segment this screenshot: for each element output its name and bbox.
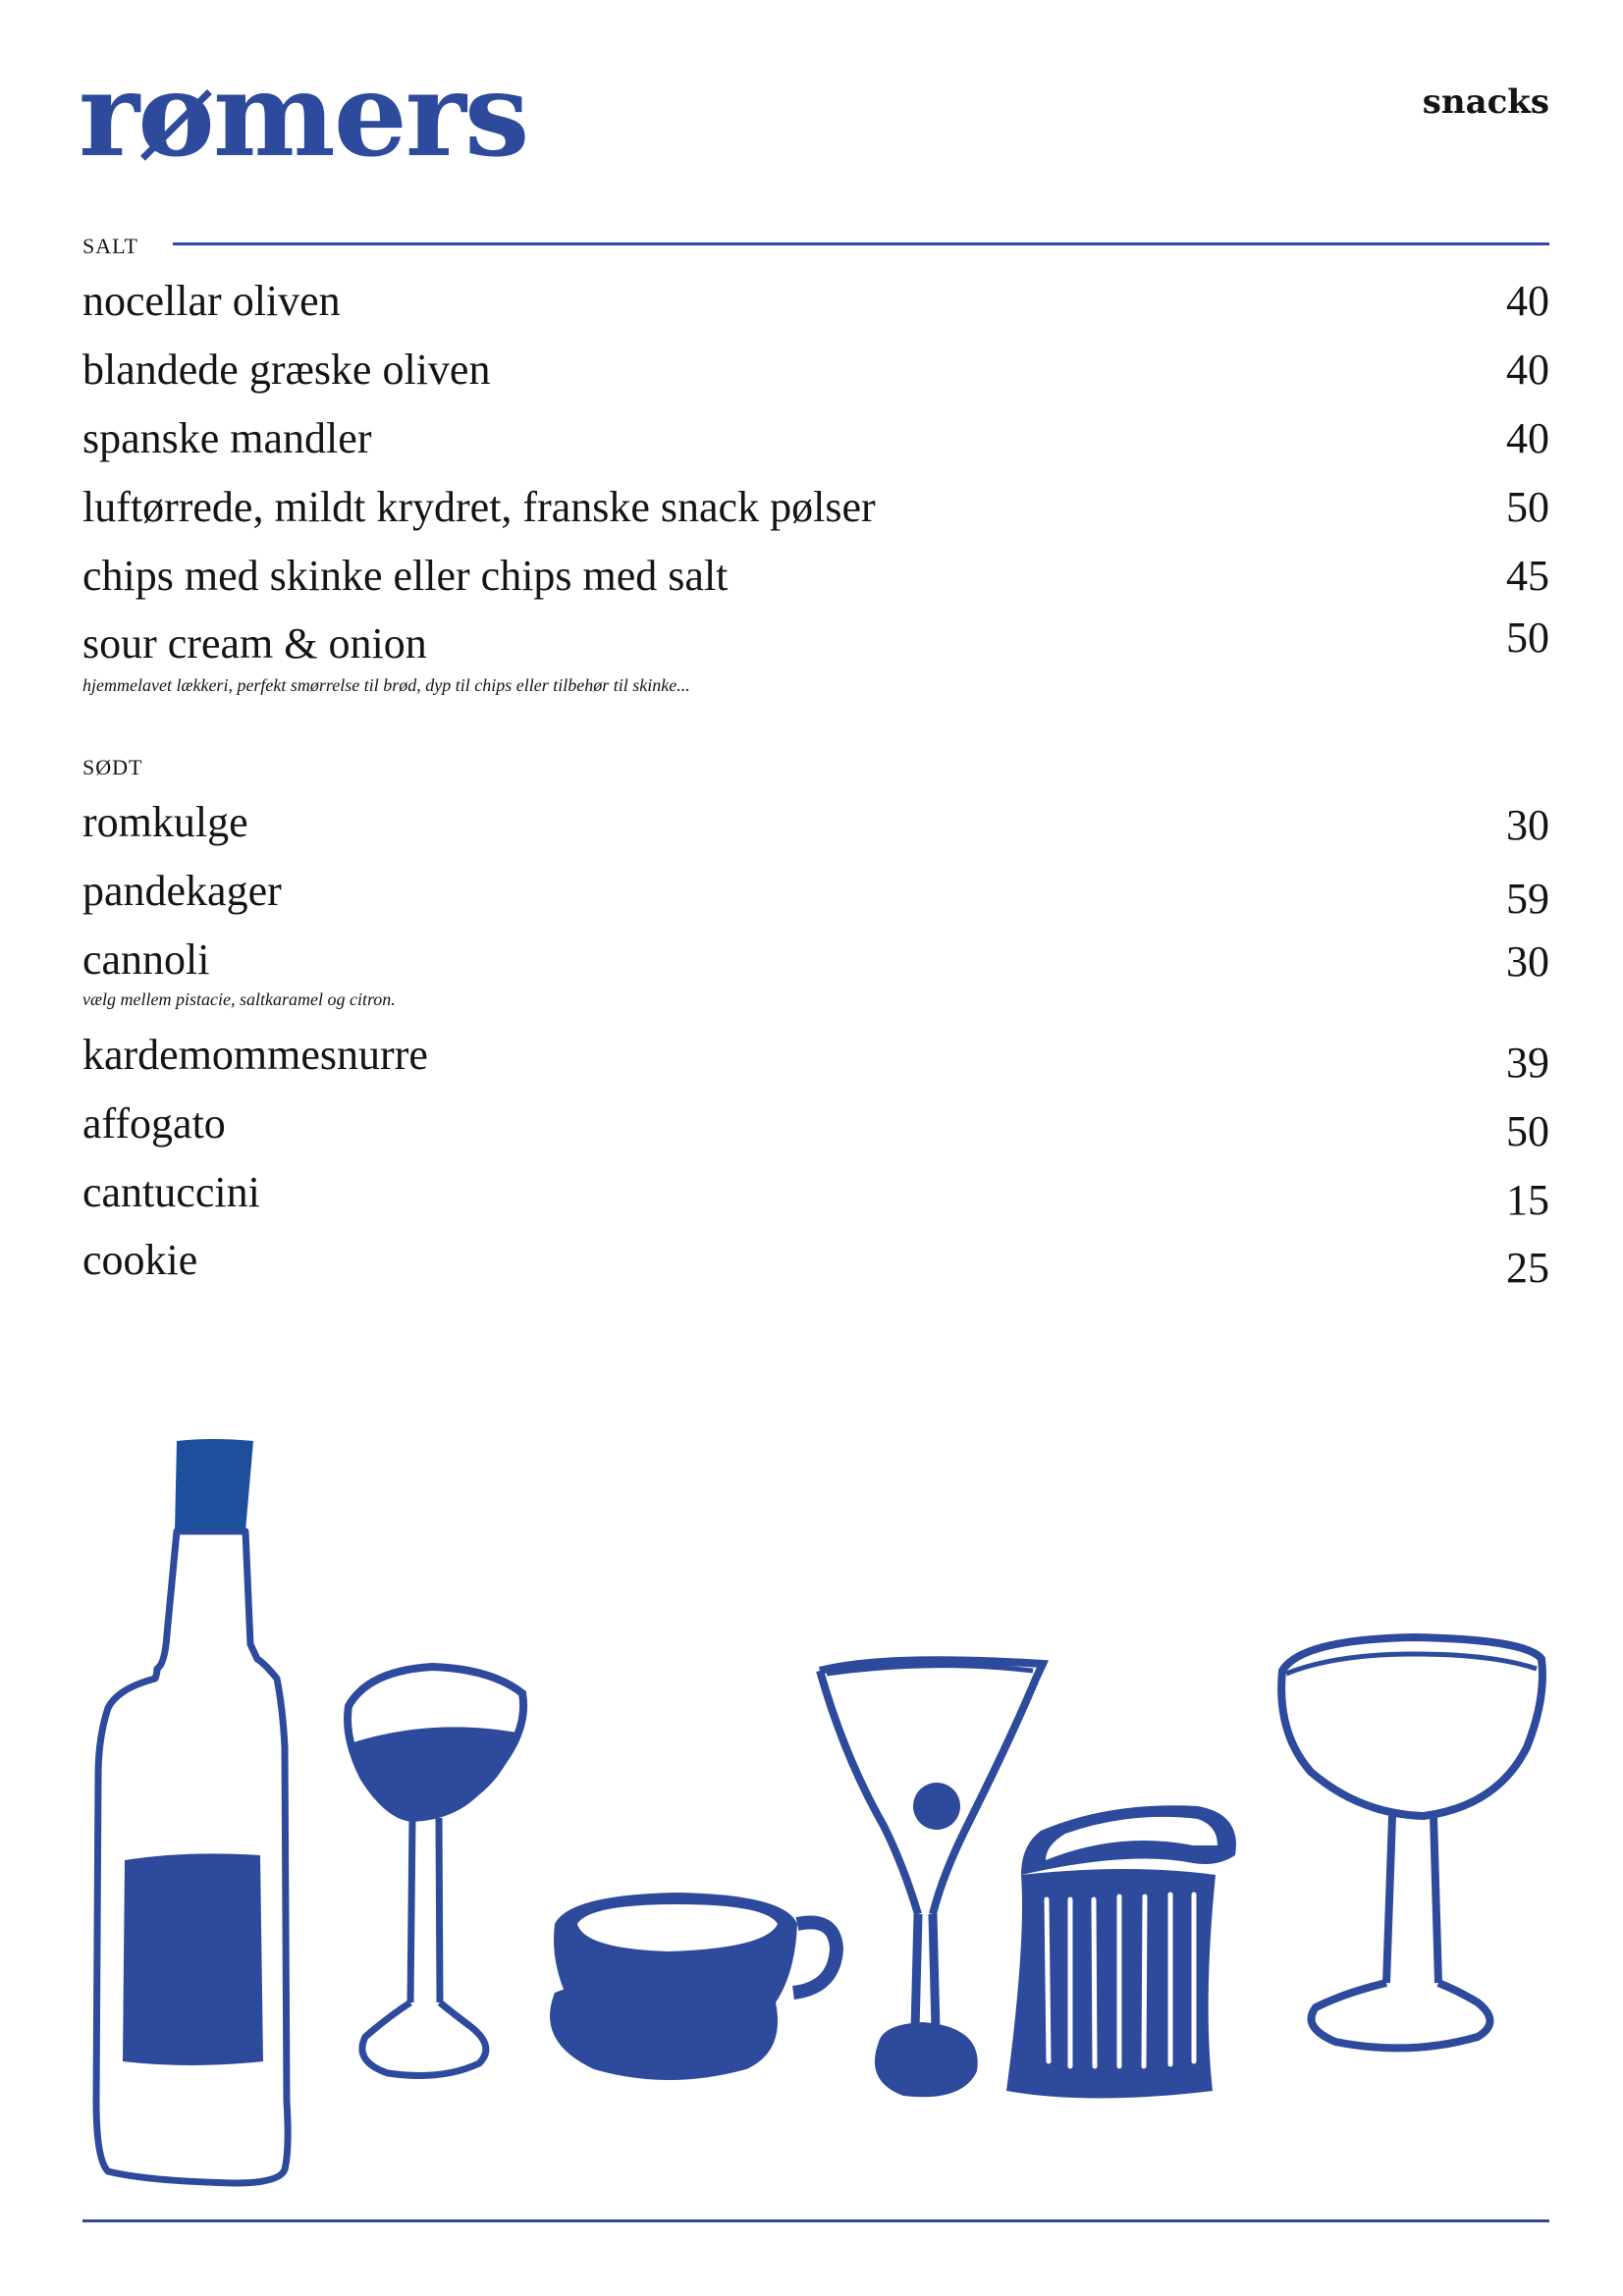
item-price: 30	[1506, 937, 1549, 986]
menu-item	[82, 272, 1549, 331]
item-name: cannoli	[82, 935, 210, 984]
menu-item	[82, 1231, 1549, 1290]
menu-item	[82, 478, 1549, 537]
item-price: 50	[1506, 614, 1549, 662]
logo: rømers	[79, 46, 528, 183]
item-price: 40	[1506, 346, 1549, 394]
coupe-glass-icon	[1281, 1637, 1542, 2048]
menu-item	[82, 341, 1549, 400]
item-name: luftørrede, mildt krydret, franske snack pølser	[82, 483, 876, 531]
menu-item	[82, 862, 1549, 921]
bottle-icon	[96, 1439, 288, 2183]
item-price: 40	[1506, 277, 1549, 325]
item-name: romkulge	[82, 798, 248, 846]
item-name: kardemommesnurre	[82, 1031, 428, 1079]
category-label-sodt: SØDT	[82, 755, 143, 779]
item-price: 40	[1506, 414, 1549, 462]
wine-glass-icon	[348, 1667, 523, 2075]
item-note: hjemmelavet lækkeri, perfekt smørrelse til brød, dyp til chips eller tilbehør til skinke...	[82, 675, 690, 695]
coffee-cup-icon	[550, 1893, 837, 2080]
tumbler-glass-icon	[1006, 1805, 1236, 2098]
item-price: 30	[1506, 801, 1549, 849]
item-price: 59	[1506, 875, 1549, 923]
item-name: affogato	[82, 1099, 226, 1148]
menu-item	[82, 1095, 1549, 1153]
item-price: 50	[1506, 483, 1549, 531]
item-price: 50	[1506, 1107, 1549, 1155]
category-label-salt: SALT	[82, 234, 138, 258]
item-name: blandede græske oliven	[82, 346, 491, 394]
item-price: 39	[1506, 1039, 1549, 1087]
menu-item	[82, 614, 1549, 673]
item-price: 45	[1506, 552, 1549, 600]
item-name: sour cream & onion	[82, 619, 427, 667]
item-name: cookie	[82, 1236, 198, 1284]
drinks-illustration	[0, 1414, 1623, 2199]
item-name: pandekager	[82, 867, 282, 915]
menu-item	[82, 1026, 1549, 1085]
menu-item	[82, 931, 1549, 989]
section-title: snacks	[1422, 82, 1549, 122]
item-price: 15	[1506, 1176, 1549, 1224]
martini-glass-icon	[820, 1660, 1043, 2097]
menu-item	[82, 1163, 1549, 1222]
footer-divider	[82, 2219, 1549, 2222]
section-divider	[173, 242, 1549, 245]
item-price: 25	[1506, 1244, 1549, 1292]
item-name: chips med skinke eller chips med salt	[82, 552, 729, 600]
item-name: spanske mandler	[82, 414, 372, 462]
menu-item	[82, 793, 1549, 852]
item-note: vælg mellem pistacie, saltkaramel og citron.	[82, 989, 396, 1009]
menu-item	[82, 409, 1549, 468]
item-name: cantuccini	[82, 1168, 260, 1216]
menu-item	[82, 547, 1549, 606]
item-name: nocellar oliven	[82, 277, 341, 325]
